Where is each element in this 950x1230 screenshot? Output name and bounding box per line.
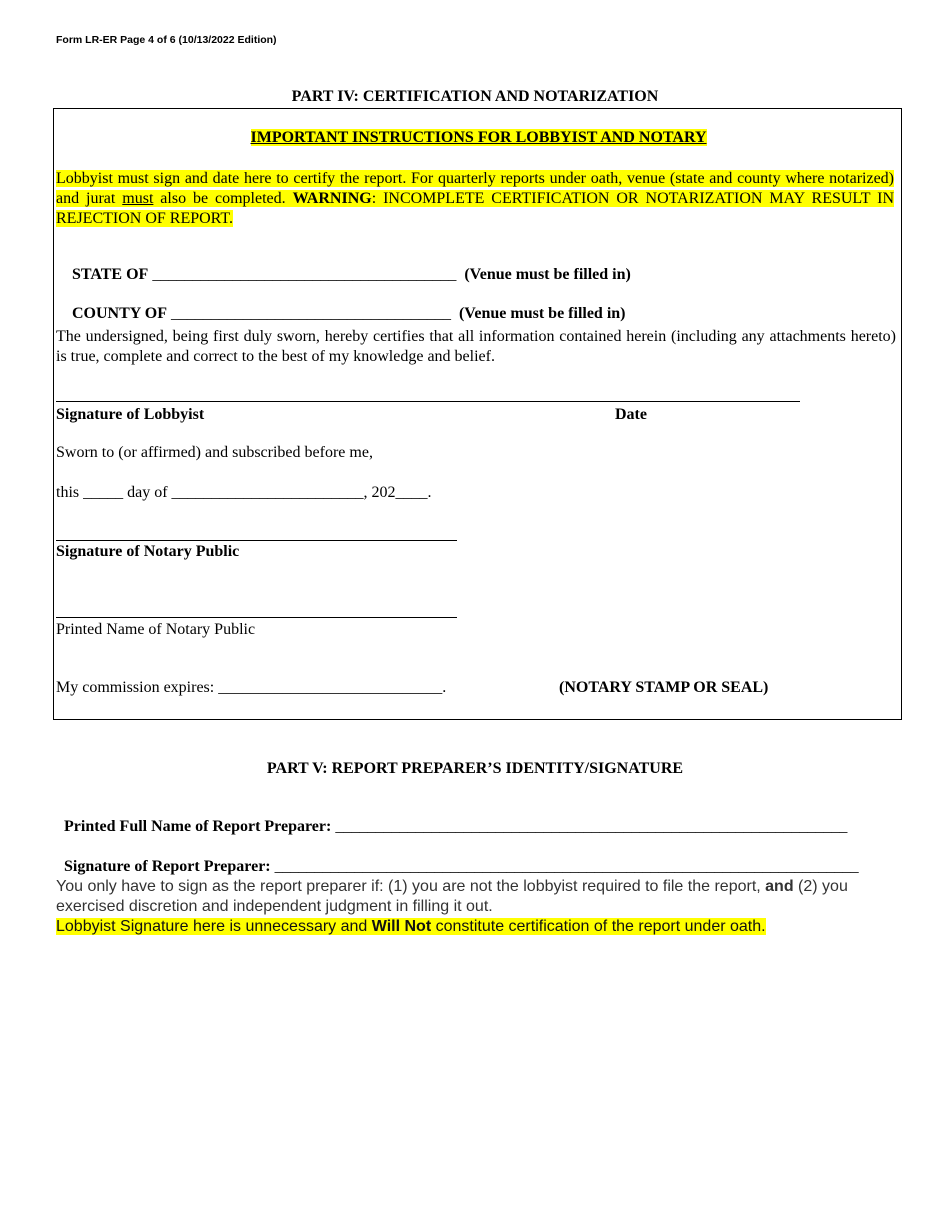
part-iv-title: PART IV: CERTIFICATION AND NOTARIZATION — [291, 88, 659, 105]
signature-of-notary-label: Signature of Notary Public — [56, 543, 240, 560]
preparer-note-highlight: Lobbyist Signature here is unnecessary and Will Not constitute certification of the report under oath. — [56, 918, 766, 935]
signature-of-lobbyist-label: Signature of Lobbyist — [56, 406, 205, 423]
date-label: Date — [615, 406, 647, 423]
instructions-title: IMPORTANT INSTRUCTIONS FOR LOBBYIST AND NOTARY — [250, 129, 707, 146]
printed-name-notary-label: Printed Name of Notary Public — [56, 621, 256, 638]
preparer-signature-field[interactable]: Signature of Report Preparer: _________________________________________________________________________ — [64, 858, 859, 875]
form-id: Form LR-ER Page 4 of 6 (10/13/2022 Edition) — [56, 34, 277, 46]
sworn-text: Sworn to (or affirmed) and subscribed before me, — [56, 444, 373, 461]
certification-text: The undersigned, being first duly sworn, hereby certifies that all information contained herein (including any attachments hereto) is true, complete and correct to the best of my knowledge and belief. — [56, 328, 896, 365]
notary-stamp-label: (NOTARY STAMP OR SEAL) — [559, 679, 769, 696]
instructions-text: Lobbyist must sign and date here to certify the report. For quarterly reports under oath, venue (state and county where notarized) and jurat must also be completed. WARNING: INCOMPLETE CERTIFICATION OR NOTARIZATION MAY RESULT IN REJECTION OF REPORT. — [56, 170, 895, 227]
preparer-note: You only have to sign as the report preparer if: (1) you are not the lobbyist required to file the report, and (2) you exercised discretion and independent judgment in filling it out. Lobbyist Signature here is unnecessary and Will Not constitute certification of the report under oath. — [56, 878, 848, 935]
county-of-field[interactable]: COUNTY OF ___________________________________ (Venue must be filled in) — [72, 305, 626, 322]
notary-printed-name-line[interactable] — [56, 617, 457, 618]
preparer-name-field[interactable]: Printed Full Name of Report Preparer: ________________________________________________________________ — [64, 818, 848, 835]
part-v-title: PART V: REPORT PREPARER’S IDENTITY/SIGNATURE — [266, 760, 684, 777]
jurat-day-field[interactable]: this _____ day of ________________________, 202____. — [56, 484, 432, 501]
notary-signature-line[interactable] — [56, 540, 457, 541]
certification-box — [53, 108, 902, 720]
lobbyist-signature-line[interactable] — [56, 401, 800, 402]
commission-expires-field[interactable]: My commission expires: ____________________________. — [56, 679, 447, 696]
state-of-field[interactable]: STATE OF ______________________________________ (Venue must be filled in) — [72, 266, 631, 283]
